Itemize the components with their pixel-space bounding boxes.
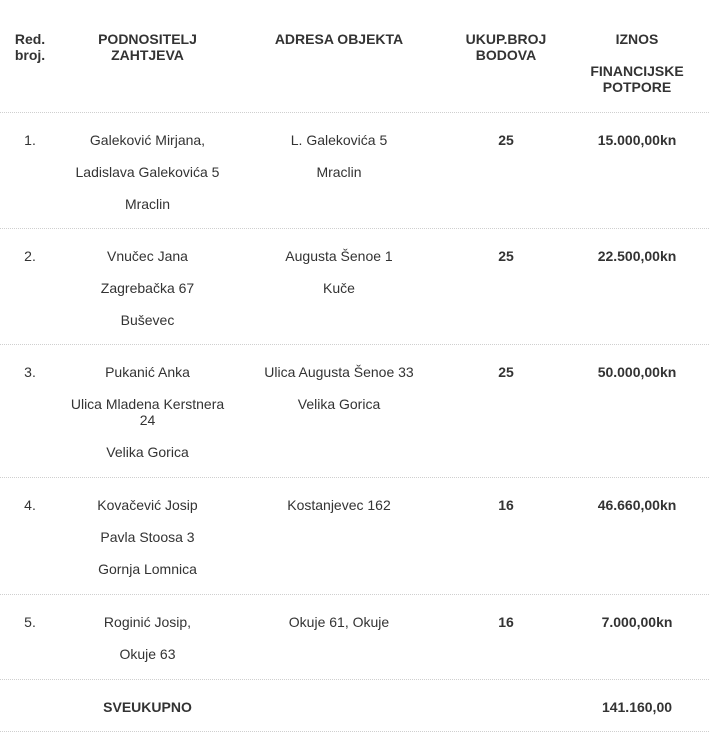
header-adresa: ADRESA OBJEKTA bbox=[274, 31, 404, 47]
total-label: SVEUKUPNO bbox=[103, 699, 192, 715]
applicant-cell: Vnučec Jana Zagrebačka 67 Buševec bbox=[100, 248, 195, 328]
table-row bbox=[0, 478, 709, 595]
address-cell: Kostanjevec 162 bbox=[287, 497, 391, 513]
amount-cell: 15.000,00kn bbox=[597, 132, 677, 148]
applicant-cell: Galeković Mirjana, Ladislava Galekovića 5 Mraclin bbox=[75, 132, 220, 212]
address-cell: Augusta Šenoe 1 Kuče bbox=[285, 248, 393, 296]
applicant-cell: Kovačević Josip Pavla Stoosa 3 Gornja Lomnica bbox=[97, 497, 198, 577]
table-row bbox=[0, 113, 709, 229]
address-cell: L. Galekovića 5 Mraclin bbox=[290, 132, 388, 180]
header-iznos: IZNOS FINANCIJSKE POTPORE bbox=[590, 31, 684, 95]
amount-cell: 46.660,00kn bbox=[597, 497, 677, 513]
row-number: 5. bbox=[24, 614, 36, 630]
row-number: 2. bbox=[24, 248, 36, 264]
header-bodovi: UKUP.BROJ BODOVA bbox=[465, 31, 547, 63]
points-cell: 25 bbox=[498, 364, 514, 380]
points-cell: 16 bbox=[498, 614, 514, 630]
address-cell: Okuje 61, Okuje bbox=[288, 614, 390, 630]
header-podnositelj: PODNOSITELJ ZAHTJEVA bbox=[98, 31, 197, 63]
points-cell: 25 bbox=[498, 132, 514, 148]
applicant-cell: Roginić Josip, Okuje 63 bbox=[103, 614, 192, 662]
points-cell: 25 bbox=[498, 248, 514, 264]
total-row bbox=[0, 680, 709, 732]
points-cell: 16 bbox=[498, 497, 514, 513]
table-header bbox=[0, 0, 709, 113]
amount-cell: 22.500,00kn bbox=[597, 248, 677, 264]
amount-cell: 7.000,00kn bbox=[601, 614, 673, 630]
table-row bbox=[0, 595, 709, 680]
table-row bbox=[0, 229, 709, 345]
row-number: 4. bbox=[24, 497, 36, 513]
row-number: 1. bbox=[24, 132, 36, 148]
total-amount: 141.160,00 bbox=[601, 699, 673, 715]
row-number: 3. bbox=[24, 364, 36, 380]
header-red-broj: Red. broj. bbox=[14, 31, 46, 63]
amount-cell: 50.000,00kn bbox=[597, 364, 677, 380]
table-row bbox=[0, 345, 709, 478]
address-cell: Ulica Augusta Šenoe 33 Velika Gorica bbox=[264, 364, 414, 412]
applicant-cell: Pukanić Anka Ulica Mladena Kerstnera 24 Velika Gorica bbox=[70, 364, 225, 460]
